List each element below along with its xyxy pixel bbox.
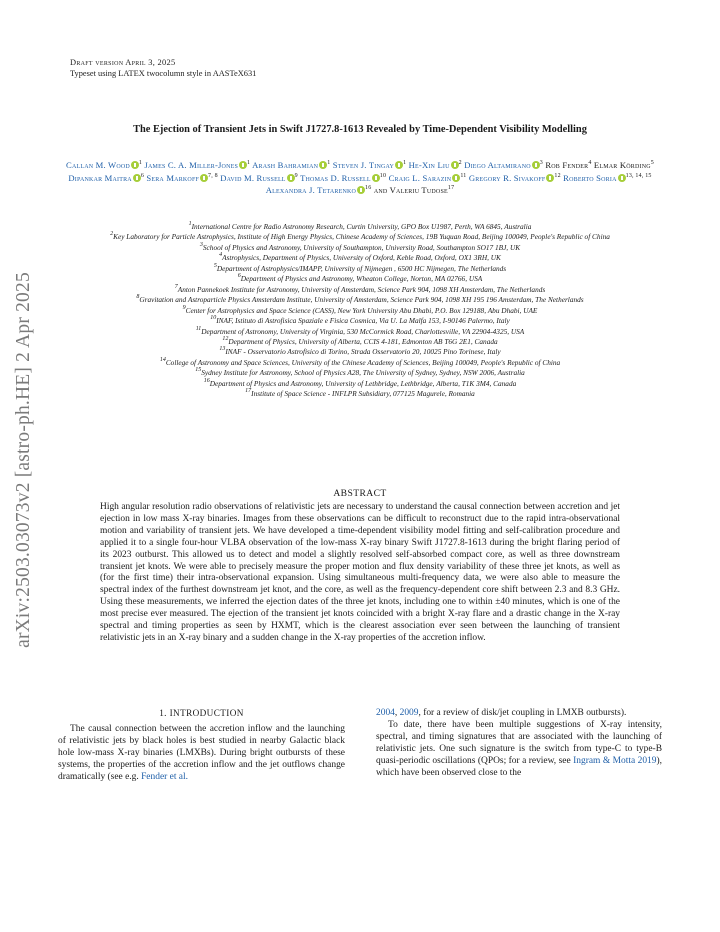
typeset-line: Typeset using LATEX twocolumn style in AASTeX631	[70, 69, 257, 78]
author-affiliation-number: 6	[140, 172, 145, 179]
author-name[interactable]: Gregory R. Sivakoff	[468, 172, 546, 183]
author-affiliation-number: 13, 14, 15	[625, 172, 652, 179]
author-entry	[252, 160, 330, 170]
affiliation-item	[56, 222, 664, 232]
orcid-icon[interactable]	[131, 161, 139, 169]
author-affiliation-number: 5	[650, 160, 654, 166]
author-name: Rob Fender	[545, 160, 589, 170]
affiliation-number: 16	[203, 377, 210, 384]
orcid-icon[interactable]	[200, 174, 208, 182]
author-conjunction: and	[373, 185, 388, 196]
author-name[interactable]: Dipankar Maitra	[68, 172, 132, 183]
affiliation-number: 2	[110, 231, 114, 238]
author-affiliation-number: 12	[554, 172, 561, 179]
orcid-icon[interactable]	[451, 161, 459, 169]
affiliation-item	[56, 368, 664, 378]
affiliation-number: 5	[213, 262, 217, 269]
author-entry	[146, 173, 217, 183]
affiliation-item	[56, 306, 664, 316]
orcid-icon[interactable]	[532, 161, 540, 169]
affiliation-number: 3	[199, 241, 203, 248]
author-affiliation-number: 7, 8	[208, 172, 218, 179]
affiliation-text: Department of Astronomy, University of Virginia, 530 McCormick Road, Charlottesville, VA 22904-4325, USA	[201, 326, 525, 336]
orcid-icon[interactable]	[395, 161, 403, 169]
orcid-icon[interactable]	[357, 186, 365, 194]
affiliation-text: Department of Physics and Astronomy, University of Lethbridge, Lethbridge, Alberta, T1K 3M4, Canada	[209, 378, 517, 388]
author-affiliation-number: 9	[294, 172, 298, 179]
author-entry	[563, 173, 651, 183]
affiliation-number: 14	[159, 356, 166, 363]
author-entry	[333, 160, 407, 170]
author-affiliation-number: 1	[247, 160, 251, 166]
affiliation-number: 17	[245, 388, 252, 395]
author-name[interactable]: Callan M. Wood	[66, 160, 130, 170]
author-entry	[220, 173, 298, 183]
affiliation-number: 9	[182, 304, 186, 311]
author-affiliation-number: 11	[460, 172, 467, 179]
intro-paragraph-2-tail: ), which have been observed close to the	[376, 755, 663, 778]
intro-paragraph-2	[376, 720, 662, 780]
author-entry	[66, 160, 142, 170]
affiliation-item	[56, 337, 664, 347]
orcid-icon[interactable]	[452, 174, 460, 182]
author-name[interactable]: Craig L. Sarazin	[388, 172, 452, 183]
citation-link-fender[interactable]: Fender et al.	[141, 771, 188, 782]
orcid-icon[interactable]	[239, 161, 247, 169]
author-affiliation-number: 4	[588, 160, 592, 166]
arxiv-identifier-stamp	[2, 230, 46, 690]
author-affiliation-number: 3	[539, 160, 543, 166]
author-entry	[68, 173, 144, 183]
affiliation-text: Sydney Institute for Astronomy, School of Physics A28, The University of Sydney, Sydney, NSW 2006, Australia	[201, 368, 525, 378]
affiliation-number: 11	[195, 325, 202, 332]
orcid-icon[interactable]	[372, 174, 380, 182]
author-list	[56, 159, 664, 197]
affiliation-item	[56, 274, 664, 284]
affiliation-number: 6	[237, 273, 241, 280]
author-name[interactable]: Sera Markoff	[146, 172, 200, 183]
affiliation-text: Gravitation and Astroparticle Physics Amsterdam Institute, University of Amsterdam, Science Park 904, 1098 XH 195 196 Amsterdam, The Netherlands	[139, 295, 584, 305]
author-name[interactable]: Arash Bahramian	[252, 160, 319, 170]
header-meta	[70, 57, 256, 79]
affiliation-number: 13	[219, 346, 226, 353]
author-name: Elmar Körding	[593, 160, 651, 170]
affiliation-item	[56, 264, 664, 274]
intro-right-column	[376, 708, 662, 779]
affiliation-text: INAF - Osservatorio Astrofisico di Torino, Strada Osservatorio 20, 10025 Pino Torinese, Italy	[225, 347, 501, 357]
author-name[interactable]: Thomas D. Russell	[300, 172, 371, 183]
author-affiliation-number: 1	[138, 160, 143, 166]
orcid-icon[interactable]	[133, 174, 141, 182]
affiliation-text: Key Laboratory for Particle Astrophysics, Institute of High Energy Physics, Chinese Academy of Sciences, 19B Yuquan Road, Beijing 100049, People's Republic of China	[113, 232, 610, 242]
section-heading: 1. INTRODUCTION	[159, 708, 244, 718]
affiliation-list	[56, 222, 664, 400]
author-entry	[389, 173, 467, 183]
author-entry	[469, 173, 561, 183]
abstract-heading: ABSTRACT	[333, 488, 387, 499]
affiliation-item	[56, 327, 664, 337]
author-name[interactable]: Roberto Soria	[563, 172, 617, 183]
orcid-icon[interactable]	[319, 161, 327, 169]
author-name[interactable]: James C. A. Miller-Jones	[144, 160, 239, 170]
draft-line: Draft version April 3, 2025	[70, 58, 176, 67]
author-entry	[409, 160, 462, 170]
orcid-icon[interactable]	[546, 174, 554, 182]
affiliation-item	[56, 232, 664, 242]
affiliation-number: 10	[210, 315, 217, 322]
author-name[interactable]: Alexandra J. Tetarenko	[265, 185, 357, 196]
intro-paragraph-2-text: To date, there have been multiple suggestions of X-ray intensity, spectral, and timing signatures that are associated with the launching of relativistic jets. One such signature is the switch from type-C to type-B quasi-periodic oscillations (QPOs; for a review, see	[376, 719, 662, 766]
affiliation-item	[56, 243, 664, 253]
affiliation-item	[56, 347, 664, 357]
author-entry	[545, 160, 591, 170]
affiliation-text: Astrophysics, Department of Physics, University of Oxford, Keble Road, Oxford, OX1 3RH, UK	[222, 253, 501, 263]
author-name[interactable]: He-Xin Liu	[408, 160, 450, 170]
affiliation-text: Department of Physics and Astronomy, Wheaton College, Norton, MA 02766, USA	[240, 274, 483, 284]
arxiv-identifier: arXiv:2503.03073v2 [astro-ph.HE] 2 Apr 2025	[13, 272, 35, 648]
affiliation-item	[56, 358, 664, 368]
author-affiliation-number: 17	[447, 185, 455, 192]
affiliation-item	[56, 253, 664, 263]
author-name[interactable]: Diego Altamirano	[464, 160, 531, 170]
author-entry	[594, 160, 654, 170]
affiliation-text: International Centre for Radio Astronomy Research, Curtin University, GPO Box U1987, Perth, WA 6845, Australia	[191, 222, 532, 231]
affiliation-text: Department of Physics, University of Alberta, CCIS 4-181, Edmonton AB T6G 2E1, Canada	[228, 336, 498, 346]
intro-paragraph-text: The causal connection between the accretion inflow and the launching of relativistic jets by black holes is best studied in nearby Galactic black hole low-mass X-ray binaries (LMXBs). During bright outbursts of these systems, the properties of the accretion inflow and the jet outflows change dramatically (see e.g.	[58, 724, 345, 782]
author-affiliation-number: 1	[403, 160, 407, 166]
citation-link-ingram-motta[interactable]: Ingram & Motta 2019	[573, 755, 657, 766]
affiliation-text: College of Astronomy and Space Sciences, University of the Chinese Academy of Sciences, Beijing 100049, People's Republic of China	[165, 357, 561, 367]
citation-link-2004[interactable]: 2004	[376, 708, 395, 718]
affiliation-number: 15	[195, 367, 202, 374]
affiliation-text: Institute of Space Science - INFLPR Subsidiary, 077125 Magurele, Romania	[251, 389, 475, 399]
affiliation-text: Anton Pannekoek Institute for Astronomy, University of Amsterdam, Science Park 904, 1098 XH Amsterdam, The Netherlands	[177, 284, 546, 294]
affiliation-item	[56, 379, 664, 389]
affiliation-text: INAF, Istituto di Astrofisica Spaziale e Fisica Cosmica, Via U. La Malfa 153, I-90146 Palermo, Italy	[216, 316, 510, 326]
orcid-icon[interactable]	[618, 174, 626, 182]
affiliation-number: 8	[136, 294, 140, 301]
author-affiliation-number: 2	[458, 160, 462, 166]
affiliation-text: School of Physics and Astronomy, University of Southampton, University Road, Southampton SO17 1BJ, UK	[202, 242, 521, 252]
author-entry	[266, 185, 372, 195]
author-entry	[390, 185, 455, 195]
affiliation-item	[56, 285, 664, 295]
abstract-body: High angular resolution radio observations of relativistic jets are necessary to understand the causal connection between accretion and jet ejection in low mass X-ray binaries. Images from these observations can be difficult to reconstruct due to the rapid intra-observational motion and variability of transient jets. We have developed a time-dependent visibility model fitting and self-calibration procedure and applied it to a single four-hour VLBA observation of the low-mass X-ray binary Swift J1727.8-1613 during the bright flaring period of its 2023 outburst. This allowed us to detect and model a slightly resolved self-absorbed compact core, as well as three downstream transient jet knots. We were able to precisely measure the proper motion and flux density variability of these three jet knots, as well as (for the first time) their intra-observational expansion. Using simultaneous multi-frequency data, we were also able to measure the spectral index of the furthest downstream jet knot, and the core, as well as the frequency-dependent core shift between 2.3 and 8.3 GHz. Using these measurements, we inferred the ejection dates of the three jet knots, including one to within ±40 minutes, which is one of the most precise ever measured. The ejection of the transient jet knots coincided with a bright X-ray flare and a drastic change in the X-ray spectral and timing properties as seen by HXMT, which is the clearest association ever seen between the launching of transient relativistic jets in an X-ray binary and a sudden change in the X-ray properties of the accretion inflow.	[100, 502, 620, 643]
author-entry	[144, 160, 250, 170]
affiliation-number: 4	[219, 252, 223, 259]
affiliation-item	[56, 295, 664, 305]
affiliation-item	[56, 389, 664, 399]
author-name: Valeriu Tudose	[389, 185, 448, 196]
author-name[interactable]: David M. Russell	[220, 172, 286, 183]
paper-title: The Ejection of Transient Jets in Swift J1727.8-1613 Revealed by Time-Dependent Visibility Modelling	[133, 124, 587, 135]
affiliation-item	[56, 316, 664, 326]
author-affiliation-number: 1	[327, 160, 331, 166]
author-entry	[300, 173, 386, 183]
citation-separator: ,	[394, 708, 400, 718]
affiliation-text: Department of Astrophysics/IMAPP, University of Nijmegen , 6500 HC Nijmegen, The Netherlands	[216, 263, 507, 273]
affiliation-number: 7	[174, 283, 178, 290]
author-name[interactable]: Steven J. Tingay	[332, 160, 395, 170]
intro-continuation-text: , for a review of disk/jet coupling in LMXB outbursts).	[418, 708, 627, 718]
author-affiliation-number: 16	[365, 185, 372, 192]
intro-left-column	[58, 724, 345, 784]
intro-continuation	[376, 708, 662, 720]
author-affiliation-number: 10	[379, 172, 387, 179]
author-entry	[464, 160, 543, 170]
affiliation-number: 12	[222, 335, 229, 342]
orcid-icon[interactable]	[287, 174, 295, 182]
affiliation-number: 1	[188, 221, 192, 227]
citation-link-2009[interactable]: 2009	[399, 708, 419, 718]
affiliation-text: Center for Astrophysics and Space Science (CASS), New York University Abu Dhabi, P.O. Box 129188, Abu Dhabi, UAE	[185, 305, 538, 315]
